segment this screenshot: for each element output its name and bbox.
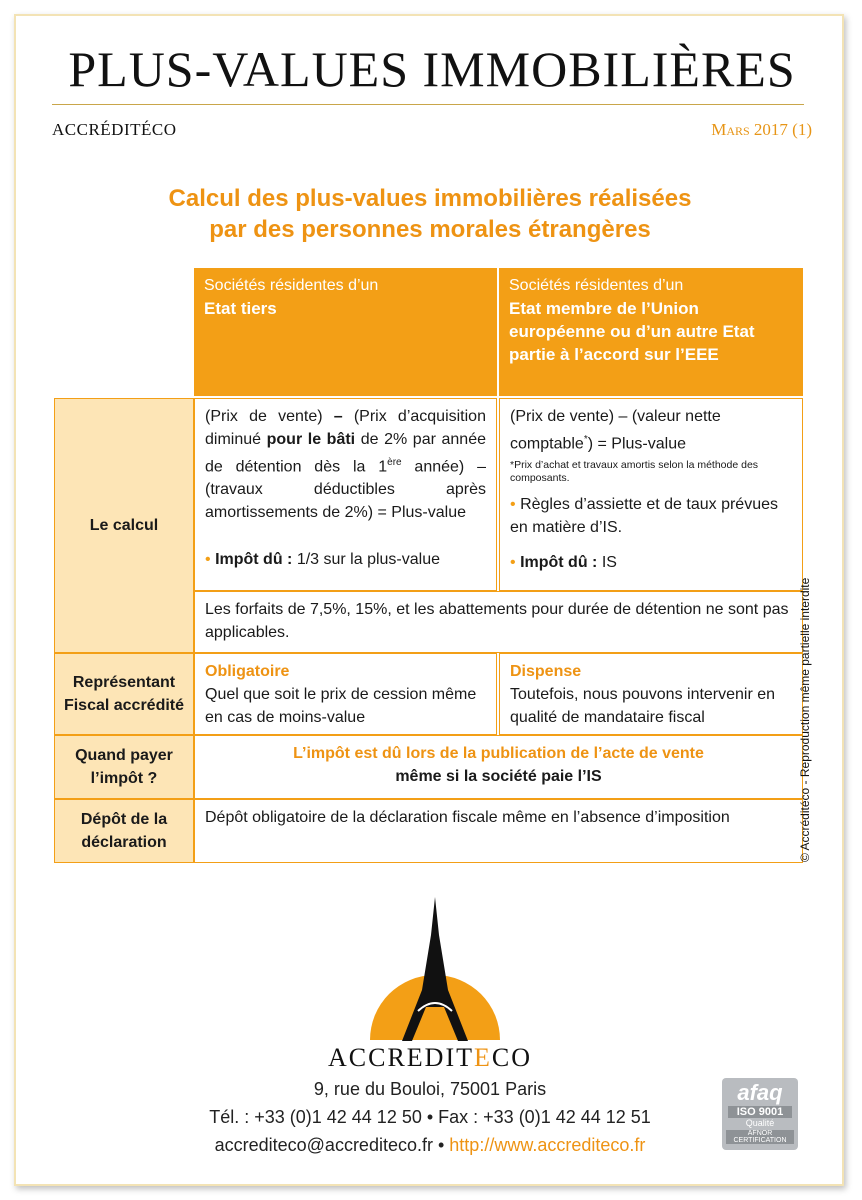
calcul-third-state-cell: [194, 398, 497, 591]
copyright-note: © Accréditéco - Reproduction même partielle interdite: [798, 577, 812, 862]
section-heading: [100, 183, 760, 245]
tax-line: [205, 548, 486, 571]
calcul-merged-cell: Les forfaits de 7,5%, 15%, et les abattements pour durée de détention ne sont pas applicables.: [194, 591, 803, 653]
rule-line: [510, 493, 792, 539]
tax-label: Impôt dû :: [520, 554, 598, 572]
column-header-eu-state: [499, 268, 803, 396]
payment-cell: [194, 735, 803, 799]
formula-part: de 2% par année de détention dès la 1: [205, 431, 486, 476]
payment-line-2: même si la société paie l’IS: [395, 768, 602, 785]
column-header-small: Sociétés résidentes d’un: [204, 277, 379, 294]
column-header-third-state: [194, 268, 497, 396]
title-rule: [52, 104, 804, 105]
separator: •: [432, 1135, 450, 1155]
calcul-formula: [205, 405, 486, 524]
bullet-icon: •: [510, 496, 516, 514]
formula-part: ) = Plus-value: [587, 435, 686, 453]
afaq-certification-badge: [722, 1078, 798, 1150]
payment-line-1: L’impôt est dû lors de la publication de l’acte de vente: [293, 745, 704, 762]
calcul-eu-state-cell: [499, 398, 803, 591]
tax-line: [510, 551, 792, 574]
row-label-calcul: Le calcul: [54, 398, 194, 653]
formula-bold: pour le bâti: [266, 431, 356, 448]
formula-sup: *: [583, 434, 588, 445]
exemption-title: Dispense: [510, 663, 582, 680]
formula-part: – (travaux déductibles après amortissements de 2%): [205, 458, 487, 522]
formula-part: (Prix de vente) – (valeur nette comptable: [510, 408, 721, 453]
row-label-payment: Quand payer l’impôt ?: [54, 735, 194, 799]
logo-accent: E: [473, 1043, 492, 1072]
website-link[interactable]: http://www.accrediteco.fr: [449, 1135, 646, 1155]
email-link[interactable]: accrediteco@accrediteco.fr: [214, 1135, 433, 1155]
afaq-name: afaq: [737, 1080, 783, 1105]
formula-part: = Plus-value: [373, 504, 466, 522]
eiffel-tower-logo-icon: [360, 895, 510, 1045]
tax-value: 1/3 sur la plus-value: [292, 551, 441, 569]
column-header-small: Sociétés résidentes d’un: [509, 277, 684, 294]
row-label-representative: Représentant Fiscal accrédité: [54, 653, 194, 735]
exemption-text: Toutefois, nous pouvons intervenir en qualité de mandataire fiscal: [510, 686, 776, 726]
obligation-title: Obligatoire: [205, 663, 290, 680]
footnote: *Prix d’achat et travaux amortis selon la méthode des composants.: [510, 459, 759, 485]
bullet-icon: •: [205, 551, 211, 569]
formula-part: (Prix d’acquisition diminué: [205, 408, 486, 448]
afaq-cert: AFNOR CERTIFICATION: [726, 1130, 794, 1144]
formula-sup: ère: [387, 457, 402, 468]
obligation-text: Quel que soit le prix de cession même en cas de moins-value: [205, 686, 477, 726]
formula-part: année): [401, 458, 465, 476]
issue-date: Mars 2017 (1): [711, 120, 812, 139]
column-header-big: Etat membre de l’Union européenne ou d’un autre Etat partie à l’accord sur l’EEE: [509, 299, 755, 364]
rule-text: Règles d’assiette et de taux prévues en matière d’IS.: [510, 496, 778, 537]
page-title: PLUS-VALUES IMMOBILIÈRES: [68, 41, 796, 97]
logo-text: CO: [491, 1043, 532, 1072]
column-header-big: Etat tiers: [204, 299, 277, 318]
tax-label: Impôt dû :: [215, 551, 293, 569]
heading-line-2: par des personnes morales étrangères: [209, 216, 651, 243]
tax-value: IS: [597, 554, 617, 572]
contact-links: [120, 1135, 740, 1156]
row-label-filing: Dépôt de la déclaration: [54, 799, 194, 863]
brand-name: ACCRÉDITÉCO: [52, 120, 177, 139]
phone-fax: Tél. : +33 (0)1 42 44 12 50 • Fax : +33 (0)1 42 44 12 51: [209, 1107, 651, 1127]
logo-text: ACCREDIT: [327, 1043, 474, 1072]
logo-wordmark: [300, 1043, 560, 1073]
postal-address: 9, rue du Bouloi, 75001 Paris: [313, 1079, 547, 1099]
heading-line-1: Calcul des plus-values immobilières réalisées: [168, 185, 692, 212]
filing-cell: Dépôt obligatoire de la déclaration fiscale même en l’absence d’imposition: [194, 799, 803, 863]
representative-third-state-cell: [194, 653, 497, 735]
afaq-quality: Qualité: [745, 1118, 775, 1128]
formula-part: –: [322, 408, 354, 425]
afaq-iso: ISO 9001: [728, 1106, 792, 1118]
representative-eu-state-cell: [499, 653, 803, 735]
formula-part: (Prix de vente): [205, 408, 323, 425]
calcul-formula: [510, 405, 792, 455]
bullet-icon: •: [510, 554, 516, 572]
